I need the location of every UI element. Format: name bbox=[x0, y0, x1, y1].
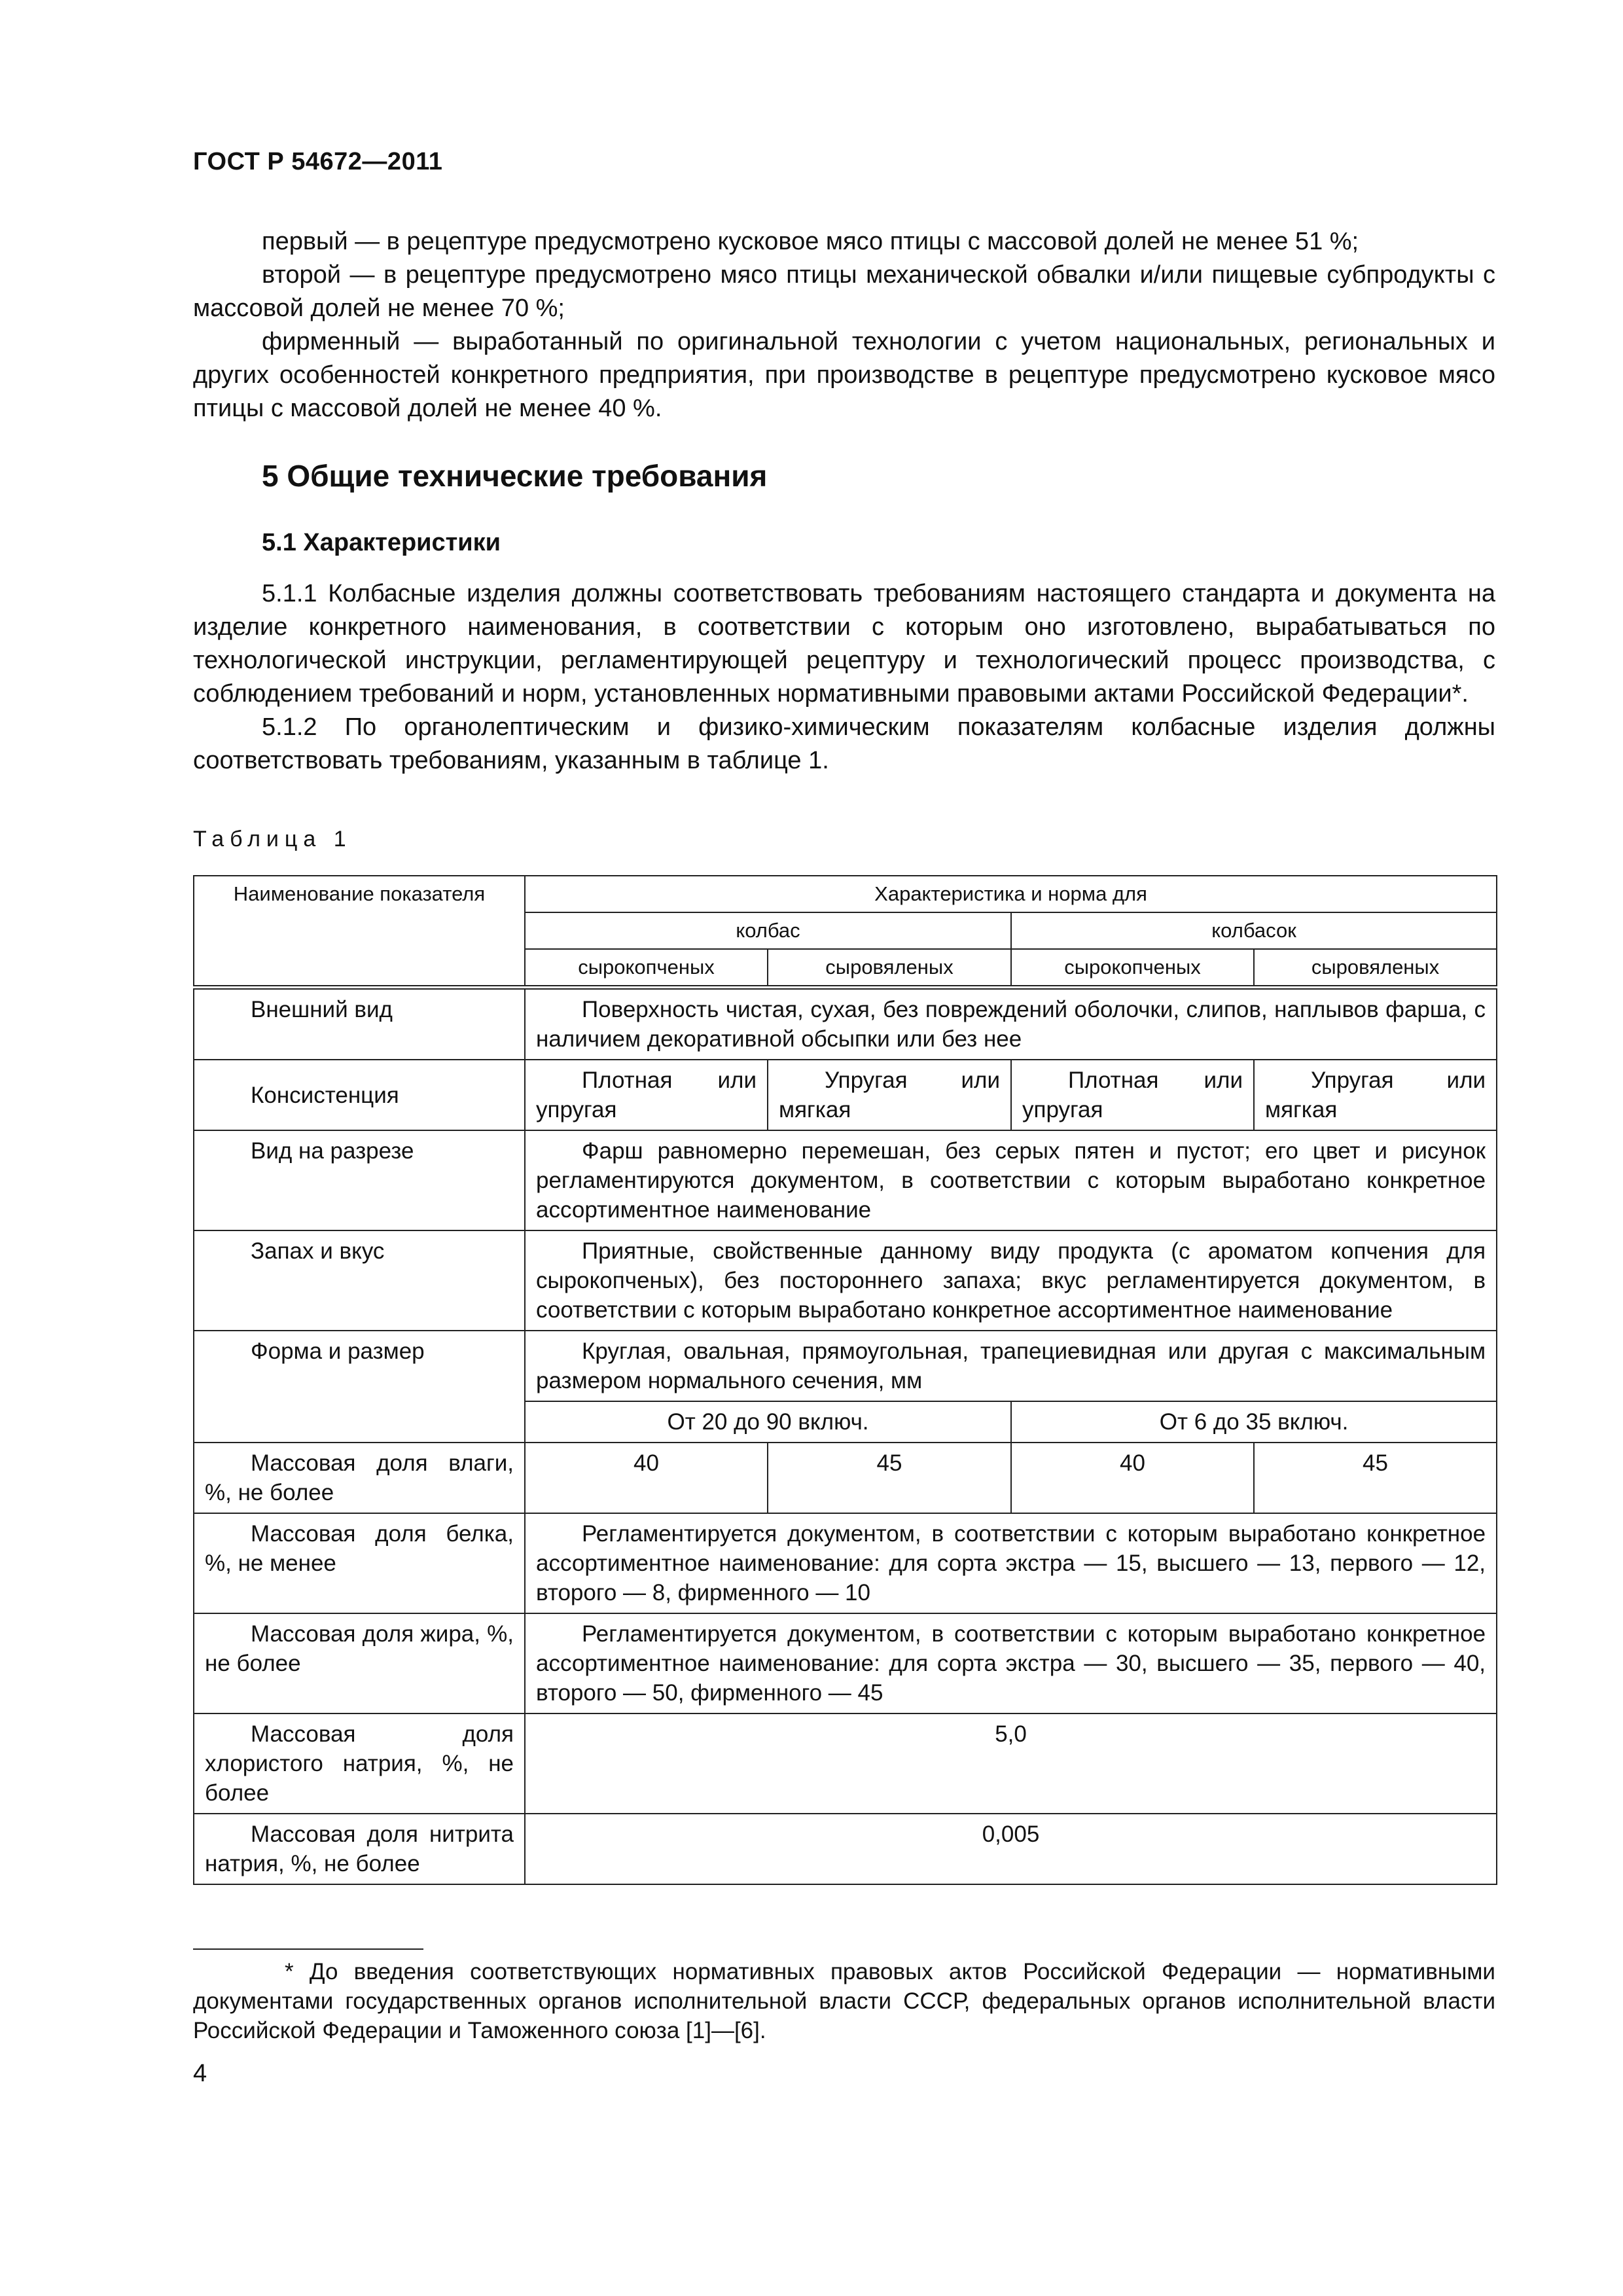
table-row bbox=[194, 1613, 1497, 1713]
section-5-title: 5 Общие технические требования bbox=[262, 459, 768, 493]
row-name: Внешний вид bbox=[194, 988, 525, 1060]
row-value: 40 bbox=[1011, 1443, 1254, 1513]
row-name: Массовая доля белка, %, не менее bbox=[194, 1513, 525, 1613]
header-kolbas: колбас bbox=[525, 912, 1011, 949]
clauses-text bbox=[193, 577, 1495, 778]
table-row bbox=[194, 1814, 1497, 1884]
table-row bbox=[194, 1331, 1497, 1401]
paragraph-branded-grade: фирменный — выработанный по оригинальной технологии с учетом национальных, региональных и других особенностей конкретного предприятия, при производстве в рецептуре предусмотрено кусковое мясо птицы с массовой долей не менее 40 %. bbox=[193, 328, 1495, 422]
row-value: 0,005 bbox=[525, 1814, 1497, 1884]
row-value: Поверхность чистая, сухая, без повреждений оболочки, слипов, наплывов фарша, с наличием декоративной обсыпки или без нее bbox=[525, 988, 1497, 1060]
row-value: Фарш равномерно перемешан, без серых пятен и пустот; его цвет и рисунок регламентируются документом, в соответствии с которым выработано конкретное ассортиментное наименование bbox=[525, 1130, 1497, 1230]
table-header-row bbox=[194, 876, 1497, 912]
table-row bbox=[194, 1443, 1497, 1513]
header-kolbasok: колбасок bbox=[1011, 912, 1497, 949]
header-indicator-name: Наименование показателя bbox=[194, 876, 525, 988]
table-row bbox=[194, 1060, 1497, 1130]
table-1 bbox=[193, 875, 1497, 1885]
row-value: Упругая или мягкая bbox=[1254, 1060, 1497, 1130]
standard-code-header: ГОСТ Р 54672—2011 bbox=[193, 148, 443, 175]
row-value: Круглая, овальная, прямоугольная, трапециевидная или другая с максимальным размером нормального сечения, мм bbox=[525, 1331, 1497, 1401]
footnote: * До введения соответствующих нормативных правовых актов Российской Федерации — нормативными документами государственных органов исполнительной власти СССР, федеральных органов исполнительной власти Российской Федерации и Таможенного союза [1]—[6]. bbox=[193, 1959, 1495, 2043]
paragraph-first-grade: первый — в рецептуре предусмотрено кусковое мясо птицы с массовой долей не менее 51 %; bbox=[262, 228, 1359, 255]
row-name: Массовая доля нитрита натрия, %, не более bbox=[194, 1814, 525, 1884]
table-caption: Таблица 1 bbox=[193, 827, 352, 852]
page-number: 4 bbox=[193, 2060, 207, 2087]
row-value: 40 bbox=[525, 1443, 768, 1513]
row-value: Плотная или упругая bbox=[525, 1060, 768, 1130]
clause-5-1-2: 5.1.2 По органолептическим и физико-химическим показателям колбасные изделия должны соответствовать требованиям, указанным в таблице 1. bbox=[193, 713, 1495, 774]
table-row bbox=[194, 1713, 1497, 1814]
row-name: Вид на разрезе bbox=[194, 1130, 525, 1230]
table-row bbox=[194, 1130, 1497, 1230]
row-name: Консистенция bbox=[194, 1060, 525, 1130]
row-value: Приятные, свойственные данному виду продукта (с ароматом копчения для сырокопченых), без постороннего запаха; вкус регламентируется документом, в соответствии с которым выработано конкретное ассортиментное наименование bbox=[525, 1230, 1497, 1331]
row-value: Плотная или упругая bbox=[1011, 1060, 1254, 1130]
row-value: 45 bbox=[1254, 1443, 1497, 1513]
header-sub-col: сыровяленых bbox=[1254, 949, 1497, 988]
row-value: Регламентируется документом, в соответствии с которым выработано конкретное ассортиментное наименование: для сорта экстра — 15, высшего — 13, первого — 12, второго — 8, фирменного — 10 bbox=[525, 1513, 1497, 1613]
row-value: 5,0 bbox=[525, 1713, 1497, 1814]
row-value: От 20 до 90 включ. bbox=[525, 1401, 1011, 1443]
row-name: Массовая доля влаги, %, не более bbox=[194, 1443, 525, 1513]
row-value: Упругая или мягкая bbox=[768, 1060, 1011, 1130]
header-sub-col: сырокопченых bbox=[1011, 949, 1254, 988]
table-row bbox=[194, 1230, 1497, 1331]
header-group: Характеристика и норма для bbox=[525, 876, 1497, 912]
row-name: Запах и вкус bbox=[194, 1230, 525, 1331]
row-name: Форма и размер bbox=[194, 1331, 525, 1443]
section-5-1-title: 5.1 Характеристики bbox=[262, 529, 501, 556]
table-row bbox=[194, 1513, 1497, 1613]
header-sub-col: сыровяленых bbox=[768, 949, 1011, 988]
row-value: От 6 до 35 включ. bbox=[1011, 1401, 1497, 1443]
intro-text bbox=[193, 225, 1495, 425]
table-row bbox=[194, 988, 1497, 1060]
clause-5-1-1: 5.1.1 Колбасные изделия должны соответствовать требованиям настоящего стандарта и документа на изделие конкретного наименования, в соответствии с которым оно изготовлено, вырабатываться по технологической инструкции, регламентирующей рецептуру и технологический процесс производства, с соблюдением требований и норм, установленных нормативными правовыми актами Российской Федерации*. bbox=[193, 580, 1495, 708]
paragraph-second-grade: второй — в рецептуре предусмотрено мясо птицы механической обвалки и/или пищевые субпродукты с массовой долей не менее 70 %; bbox=[193, 261, 1495, 322]
row-value: 45 bbox=[768, 1443, 1011, 1513]
header-sub-col: сырокопченых bbox=[525, 949, 768, 988]
row-name: Массовая доля хлористого натрия, %, не более bbox=[194, 1713, 525, 1814]
row-value: Регламентируется документом, в соответствии с которым выработано конкретное ассортиментное наименование: для сорта экстра — 30, высшего — 35, первого — 40, второго — 50, фирменного — 45 bbox=[525, 1613, 1497, 1713]
footnote-divider bbox=[193, 1948, 423, 1950]
row-name: Массовая доля жира, %, не более bbox=[194, 1613, 525, 1713]
